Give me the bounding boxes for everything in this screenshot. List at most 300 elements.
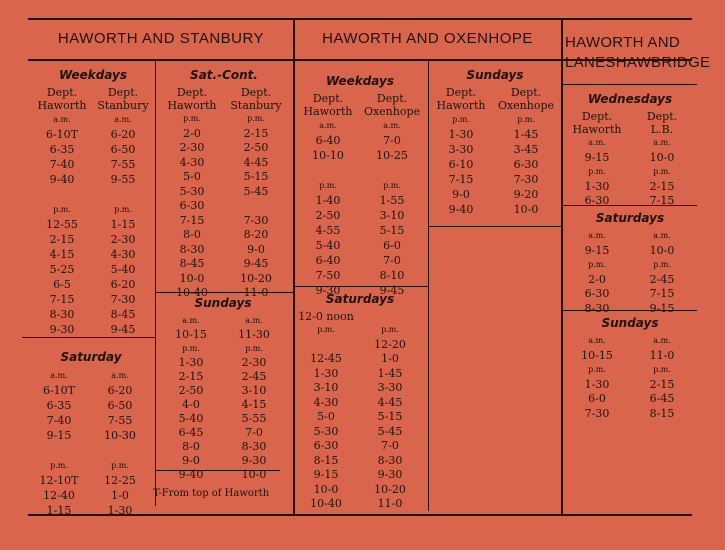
header-laneshaw-line2: LANESHAWBRIDGE [565, 54, 711, 71]
time-cell: 11-0 [243, 286, 269, 299]
time-cell: p.m. [452, 115, 470, 124]
header-cell: Dept. [107, 86, 139, 99]
time-row [30, 473, 152, 488]
time-row [296, 483, 424, 498]
time-row [430, 112, 560, 127]
time-cell: 8-45 [179, 257, 205, 270]
time-row [32, 307, 154, 322]
block-title: Sundays [601, 316, 659, 330]
time-cell: 7-50 [315, 269, 341, 282]
block-title: Sat.-Cont. [190, 68, 258, 82]
time-row [296, 208, 424, 223]
time-row [296, 468, 424, 483]
time-row [296, 367, 424, 382]
header-cell: Dept. [445, 86, 477, 99]
header-haworth-stanbury: HAWORTH AND STANBURY [57, 30, 265, 47]
header-cell: Stanbury [97, 99, 149, 112]
time-row [296, 193, 424, 208]
time-cell: 6-10T [42, 384, 76, 397]
time-cell [32, 187, 92, 202]
time-cell: 6-20 [107, 384, 133, 397]
footnote: T-From top of Haworth [153, 488, 270, 499]
stanbury-weekdays-table [32, 68, 154, 337]
header-cell: Haworth [167, 99, 217, 112]
time-row [296, 338, 424, 353]
time-row [30, 383, 152, 398]
block-title: Saturdays [325, 292, 395, 306]
time-row [565, 180, 695, 195]
time-cell: 8-15 [649, 406, 675, 420]
header-cell: Haworth [436, 99, 486, 112]
time-cell: 8-0 [182, 440, 200, 453]
time-cell [296, 338, 356, 353]
time-cell: 3-45 [513, 143, 539, 156]
time-row [32, 127, 154, 142]
time-cell: 10-0 [649, 243, 675, 257]
time-cell: p.m. [653, 167, 671, 176]
time-cell: 7-15 [49, 293, 75, 306]
time-row [32, 157, 154, 172]
time-row [32, 187, 154, 202]
time-cell: 2-50 [315, 209, 341, 222]
time-cell: 4-30 [110, 248, 136, 261]
time-cell: 1-15 [46, 504, 72, 517]
time-row [160, 214, 288, 229]
oxenhope-weekdays-table [296, 74, 424, 298]
divider-oxenhope-laneshaw [561, 20, 563, 514]
time-row [32, 112, 154, 127]
time-cell: 2-50 [178, 384, 204, 397]
time-cell: p.m. [381, 325, 399, 334]
time-cell: 5-30 [313, 424, 339, 438]
time-row [32, 292, 154, 307]
time-row [296, 454, 424, 469]
time-row [30, 503, 152, 518]
time-cell: p.m. [653, 260, 671, 269]
time-cell: 7-30 [513, 173, 539, 186]
time-cell: a.m. [53, 115, 71, 124]
block-title: Saturdays [595, 211, 665, 225]
time-cell: 7-0 [245, 426, 263, 439]
time-cell: 6-30 [584, 287, 610, 300]
stanbury-saturday-table [30, 350, 152, 518]
header-row [565, 110, 695, 123]
time-cell: 10-15 [175, 328, 207, 341]
time-cell: 8-15 [313, 453, 339, 467]
time-cell: 5-45 [243, 184, 269, 198]
time-cell: 9-15 [584, 243, 610, 257]
time-cell: a.m. [383, 121, 401, 130]
time-cell [88, 443, 152, 458]
time-cell: 10-0 [179, 271, 205, 285]
time-cell: a.m. [588, 231, 606, 240]
header-cell: 12-0 noon [298, 310, 354, 323]
time-cell: 8-20 [243, 228, 269, 241]
time-row [160, 314, 286, 328]
header-cell: Dept. [240, 86, 272, 99]
time-cell: 10-40 [310, 497, 342, 510]
top-rule [28, 18, 692, 20]
time-row [565, 378, 695, 393]
time-cell: 8-10 [379, 269, 405, 282]
time-cell: 1-45 [513, 128, 539, 141]
oxenhope-saturdays-table [296, 292, 424, 512]
time-row [565, 349, 695, 364]
time-cell: 11-0 [649, 348, 675, 362]
time-cell: 10-15 [581, 348, 613, 362]
time-cell: 8-30 [377, 453, 403, 467]
laneshaw-saturdays-table [565, 211, 695, 316]
header-row [430, 99, 560, 112]
time-cell [296, 163, 360, 178]
header-laneshaw-line1: HAWORTH AND [565, 34, 680, 51]
header-row [32, 99, 154, 112]
time-row [565, 258, 695, 273]
time-row [160, 412, 286, 426]
time-cell: 9-15 [584, 150, 610, 164]
time-row [296, 238, 424, 253]
time-cell: a.m. [114, 115, 132, 124]
time-cell: 4-0 [182, 398, 200, 411]
time-row [296, 352, 424, 367]
time-cell: 1-30 [448, 128, 474, 141]
block-title: Weekdays [325, 74, 394, 88]
time-cell: 10-30 [104, 429, 136, 442]
time-cell: 3-10 [241, 384, 267, 397]
time-cell: 7-55 [110, 158, 136, 171]
time-cell: 7-15 [649, 194, 675, 207]
time-row [160, 257, 288, 272]
time-cell: 2-45 [649, 272, 675, 286]
time-cell: 3-10 [313, 381, 339, 394]
time-row [565, 407, 695, 422]
time-cell: 5-40 [110, 263, 136, 276]
header-cell: Dept. [312, 92, 344, 105]
header-cell: Haworth [572, 123, 622, 136]
header-cell: Oxenhope [363, 105, 421, 118]
time-cell: 1-15 [110, 218, 136, 231]
time-cell: 2-30 [110, 233, 136, 246]
time-cell: 4-15 [241, 398, 267, 411]
time-cell: 9-30 [315, 284, 341, 297]
time-cell: 1-45 [377, 366, 403, 380]
time-row [32, 172, 154, 187]
time-cell: 5-0 [183, 170, 201, 183]
time-cell: 2-30 [179, 141, 205, 154]
time-cell: 7-55 [107, 414, 133, 427]
time-cell: p.m. [183, 114, 201, 123]
time-cell: 10-0 [241, 468, 267, 481]
time-cell: 6-0 [383, 239, 401, 252]
header-cell: Haworth [303, 105, 353, 118]
header-cell: Stanbury [230, 99, 282, 112]
time-row [32, 247, 154, 262]
time-cell: 6-30 [313, 439, 339, 452]
header-cell: Dept. [176, 86, 208, 99]
time-cell: 9-45 [110, 323, 136, 336]
time-cell: a.m. [111, 371, 129, 380]
time-cell: 5-45 [377, 424, 403, 438]
time-cell: 2-15 [649, 377, 675, 391]
time-row [296, 223, 424, 238]
time-cell: 3-10 [379, 209, 405, 222]
time-cell: 2-0 [588, 272, 606, 286]
header-cell: Oxenhope [497, 99, 555, 112]
time-row [430, 172, 560, 187]
time-cell: a.m. [588, 336, 606, 345]
time-row [160, 112, 288, 127]
time-cell: 9-30 [49, 323, 75, 336]
time-cell: 10-0 [513, 203, 539, 216]
time-cell: 7-30 [110, 293, 136, 306]
header-cell: Dept. [646, 110, 678, 123]
time-row [160, 384, 286, 398]
time-cell: 6-40 [315, 134, 341, 147]
time-cell: a.m. [653, 231, 671, 240]
time-cell [224, 199, 288, 214]
block-title: Sundays [194, 296, 252, 310]
time-cell: 1-30 [313, 366, 339, 380]
time-row [160, 454, 286, 468]
time-row [296, 323, 424, 338]
time-row [565, 151, 695, 166]
time-row [296, 118, 424, 133]
time-cell: p.m. [517, 115, 535, 124]
time-cell: 7-40 [49, 158, 75, 171]
time-row [430, 142, 560, 157]
time-cell: 7-15 [649, 287, 675, 300]
time-cell: 5-15 [377, 410, 403, 423]
header-row [565, 123, 695, 136]
time-row [565, 287, 695, 302]
time-cell: a.m. [653, 336, 671, 345]
time-cell: 9-30 [241, 454, 267, 467]
time-cell: 4-55 [315, 224, 341, 237]
time-cell: 5-55 [241, 412, 267, 425]
time-cell: 4-45 [377, 395, 403, 409]
time-cell: 5-0 [317, 410, 335, 423]
time-cell: 10-0 [649, 150, 675, 164]
time-cell: p.m. [53, 205, 71, 214]
time-cell: 9-55 [110, 173, 136, 186]
time-cell: p.m. [588, 365, 606, 374]
header-row [160, 99, 288, 112]
time-cell: 12-20 [374, 337, 406, 351]
time-cell: 12-45 [310, 352, 342, 365]
time-row [296, 178, 424, 193]
rule-lane-header [563, 84, 697, 85]
time-cell: 10-20 [374, 482, 406, 496]
time-cell: p.m. [653, 365, 671, 374]
time-cell: p.m. [383, 181, 401, 190]
divider-stanbury-oxenhope [293, 20, 295, 514]
time-cell: 6-45 [649, 392, 675, 405]
time-row [296, 396, 424, 411]
time-row [296, 268, 424, 283]
time-row [160, 440, 286, 454]
time-row [565, 165, 695, 180]
time-cell: 2-45 [241, 370, 267, 383]
time-row [160, 199, 288, 214]
laneshaw-wednesdays-table [565, 92, 695, 209]
time-cell: 7-15 [448, 173, 474, 186]
time-cell: 3-30 [377, 381, 403, 394]
time-cell: 6-20 [110, 278, 136, 291]
time-row [32, 277, 154, 292]
time-cell: 7-0 [383, 254, 401, 267]
time-cell: 2-50 [243, 141, 269, 154]
time-cell: 5-15 [243, 170, 269, 183]
time-cell: 2-0 [183, 126, 201, 140]
header-cell: Dept. [46, 86, 78, 99]
header-row [296, 92, 424, 105]
oxenhope-sundays-table [430, 68, 560, 217]
time-cell: 12-40 [43, 489, 75, 502]
time-row [30, 443, 152, 458]
time-cell: 9-15 [46, 429, 72, 442]
time-cell: p.m. [317, 325, 335, 334]
header-row [296, 310, 424, 323]
header-cell: Dept. [510, 86, 542, 99]
time-row [296, 381, 424, 396]
time-cell: 8-30 [179, 242, 205, 256]
time-cell: 9-45 [379, 284, 405, 297]
time-cell: 12-55 [46, 218, 78, 231]
time-cell: 1-40 [315, 194, 341, 207]
header-row [296, 105, 424, 118]
time-cell: 2-15 [178, 370, 204, 383]
header-row [160, 86, 288, 99]
header-haworth-oxenhope: HAWORTH AND OXENHOPE [322, 30, 533, 47]
time-cell [360, 163, 424, 178]
time-cell: 9-0 [247, 242, 265, 256]
time-row [565, 194, 695, 209]
time-cell: 5-30 [179, 184, 205, 198]
time-row [160, 156, 288, 171]
time-row [296, 148, 424, 163]
time-cell: 5-15 [379, 224, 405, 237]
time-cell: 10-25 [376, 149, 408, 162]
time-cell: 4-15 [49, 248, 75, 261]
time-cell: p.m. [182, 344, 200, 353]
time-cell: 10-0 [313, 482, 339, 496]
block-title: Weekdays [58, 68, 127, 82]
time-cell: a.m. [588, 138, 606, 147]
time-row [565, 392, 695, 407]
time-row [30, 458, 152, 473]
time-cell: 12-25 [104, 474, 136, 487]
time-cell: 7-15 [179, 213, 205, 227]
time-cell: p.m. [247, 114, 265, 123]
time-cell [30, 443, 88, 458]
time-row [296, 425, 424, 440]
time-cell: 8-30 [49, 308, 75, 321]
time-row [296, 439, 424, 454]
time-row [30, 368, 152, 383]
time-row [565, 229, 695, 244]
time-row [30, 398, 152, 413]
time-cell: 9-30 [377, 468, 403, 481]
time-cell: 2-15 [49, 233, 75, 246]
time-cell: 5-40 [178, 412, 204, 425]
time-row [565, 136, 695, 151]
time-cell: 9-40 [178, 468, 204, 481]
time-cell: 8-30 [584, 301, 610, 315]
time-cell: 5-40 [315, 239, 341, 252]
stanbury-sundays-table [160, 296, 286, 482]
laneshaw-sundays-table [565, 316, 695, 421]
time-row [565, 244, 695, 259]
time-cell: a.m. [319, 121, 337, 130]
time-row [160, 243, 288, 258]
block-title: Wednesdays [587, 92, 673, 106]
time-cell: 4-30 [313, 395, 339, 409]
time-cell: p.m. [114, 205, 132, 214]
block-title: Sundays [466, 68, 524, 82]
header-cell: Haworth [37, 99, 87, 112]
time-row [296, 497, 424, 512]
header-row [430, 86, 560, 99]
time-row [160, 398, 286, 412]
time-cell: 6-20 [110, 128, 136, 141]
rule-oxen-sundays-end [429, 226, 561, 227]
header-cell [356, 310, 424, 323]
time-cell: 1-30 [584, 377, 610, 391]
time-cell: 10-40 [176, 286, 208, 299]
time-row [160, 170, 288, 185]
time-cell: p.m. [588, 260, 606, 269]
time-cell: a.m. [653, 138, 671, 147]
time-row [160, 141, 288, 156]
time-cell: 8-0 [183, 228, 201, 241]
time-row [296, 163, 424, 178]
header-cell: Dept. [376, 92, 408, 105]
time-cell: a.m. [245, 316, 263, 325]
time-row [160, 272, 288, 287]
divider-stanbury-inner [155, 61, 156, 506]
time-row [30, 413, 152, 428]
time-cell: 7-0 [381, 439, 399, 452]
time-cell: 2-30 [241, 356, 267, 369]
time-cell: 2-15 [649, 179, 675, 193]
block-title: Saturday [60, 350, 122, 364]
time-row [430, 157, 560, 172]
time-cell: 6-35 [46, 399, 72, 412]
time-cell: 4-45 [243, 155, 269, 169]
time-cell: p.m. [245, 344, 263, 353]
time-row [565, 302, 695, 317]
time-row [160, 185, 288, 200]
time-cell: 1-30 [178, 356, 204, 369]
time-cell: 1-30 [584, 179, 610, 193]
time-cell: 3-30 [448, 143, 474, 156]
time-cell: 7-0 [383, 134, 401, 147]
time-cell: 6-30 [513, 158, 539, 171]
time-cell: 6-5 [53, 278, 71, 291]
time-cell: 6-30 [179, 199, 205, 212]
time-row [32, 262, 154, 277]
time-cell: 12-10T [39, 474, 79, 487]
time-cell: 6-10 [448, 158, 474, 171]
time-cell: 1-30 [107, 504, 133, 517]
time-cell: 1-0 [111, 489, 129, 502]
time-cell: 9-0 [452, 188, 470, 201]
time-cell: 6-35 [49, 143, 75, 156]
time-cell: 10-10 [312, 149, 344, 162]
time-cell: 9-45 [243, 257, 269, 270]
time-cell: 5-25 [49, 263, 75, 276]
time-cell: 6-40 [315, 254, 341, 267]
